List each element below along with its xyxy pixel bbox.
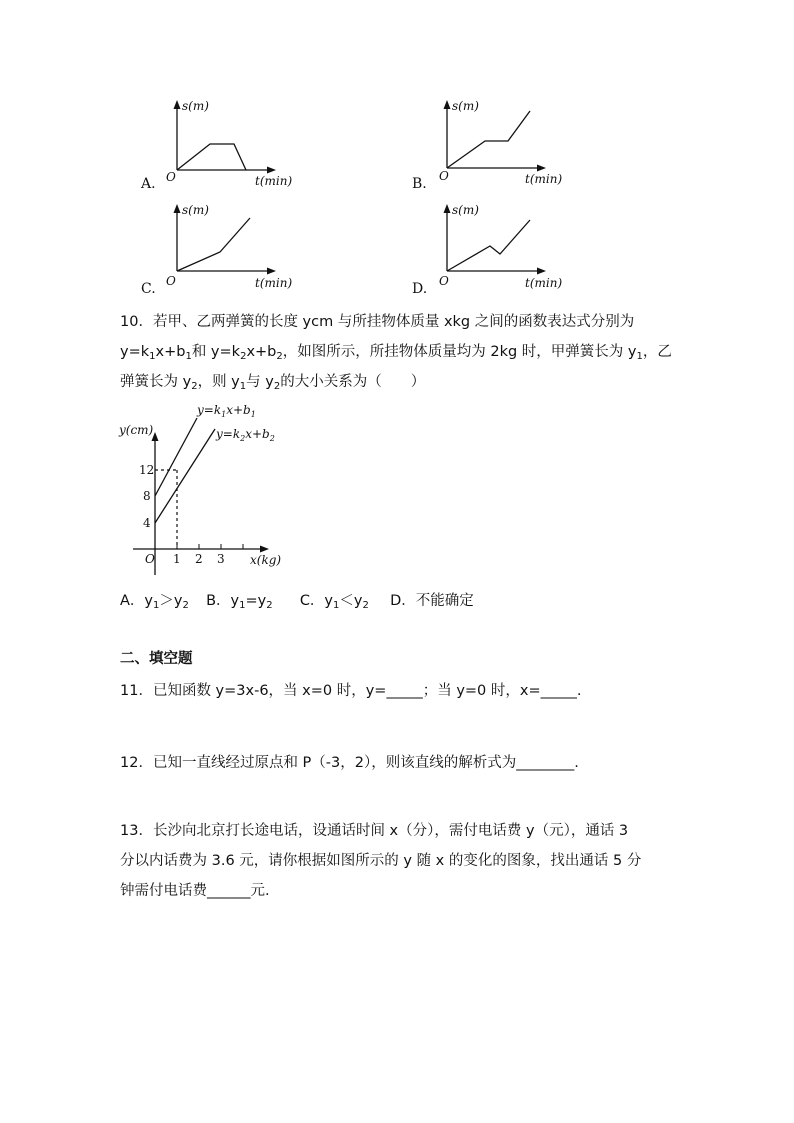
graph-d-x-label: t(min)	[525, 276, 563, 290]
option-b-label: B.	[412, 176, 427, 192]
option-c-label: C.	[141, 281, 156, 297]
q10-option-a: A．$y_1>y_2$	[120, 593, 189, 611]
graph-b-x-label: t(min)	[525, 172, 563, 186]
q13-line-1: 13．长沙向北京打长途电话，设通话时间 x（分），需付电话费 y（元），通话 3	[120, 823, 629, 839]
q10-y-axis-label: y(cm)	[119, 423, 154, 437]
graph-option-b	[430, 96, 570, 188]
graph-d-origin: O	[439, 274, 449, 288]
q10-options	[120, 591, 474, 616]
q10-graph	[115, 400, 295, 580]
q10-x-tick-1: 1	[173, 552, 181, 566]
graph-a-y-label: s(m)	[182, 99, 209, 113]
graph-b-y-label: s(m)	[452, 99, 479, 113]
graph-d-path	[447, 220, 530, 271]
q11-text: 11．已知函数 y=3x-6，当 x=0 时，y=_____；当 y=0 时，x=_____.	[120, 683, 582, 699]
graph-d-y-label: s(m)	[452, 203, 479, 217]
section-title: 二、填空题	[120, 651, 193, 667]
q10-line-1: 10．若甲、乙两弹簧的长度 ycm 与所挂物体质量 xkg 之间的函数表达式分别为	[120, 314, 635, 330]
graph-b-origin: O	[439, 169, 449, 183]
q13-line-3: 钟需付电话费______元.	[120, 883, 270, 899]
graph-option-a	[160, 96, 293, 188]
graph-c-origin: O	[166, 274, 176, 288]
q10-y-tick-8: 8	[143, 489, 151, 503]
q10-y-tick-12: 12	[139, 463, 155, 477]
q10-option-b: B．$y_1=y_2$	[206, 593, 273, 611]
graph-option-d	[430, 200, 570, 292]
q10-y-tick-4: 4	[143, 516, 151, 530]
q10-line2-label: $y=k_2x+b_2$	[216, 427, 275, 443]
q12-text: 12．已知一直线经过原点和 P（-3，2），则该直线的解析式为________.	[120, 755, 579, 771]
option-a-label: A.	[141, 176, 156, 192]
graph-option-c	[160, 200, 300, 292]
q10-origin: O	[145, 552, 155, 566]
q10-x-tick-2: 2	[195, 552, 203, 566]
graph-c-x-label: t(min)	[255, 276, 293, 290]
graph-a-origin: O	[166, 170, 176, 184]
q10-line-3: 弹簧长为 $y_2$，则 $y_1$与 $y_2$的大小关系为（ ）	[120, 374, 426, 392]
graph-c-path	[177, 218, 250, 271]
q10-option-d: D．不能确定	[390, 593, 474, 609]
graph-c-y-label: s(m)	[182, 203, 209, 217]
q10-line1-label: $y=k_1x+b_1$	[197, 403, 256, 419]
q10-x-tick-3: 3	[217, 552, 225, 566]
q10-x-axis-label: x(kg)	[250, 553, 282, 567]
q10-line-2: $y=k_1x+b_1$和 $y=k_2x+b_2$，如图所示，所挂物体质量均为 2kg 时，甲弹簧长为 $y_1$，乙	[120, 344, 672, 362]
graph-b-path	[447, 111, 530, 168]
q10-option-c: C．$y_1<y_2$	[299, 593, 369, 611]
q13-line-2: 分以内话费为 3.6 元，请你根据如图所示的 y 随 x 的变化的图象，找出通话 5 分	[120, 853, 642, 869]
q10-line-y1	[155, 418, 197, 496]
graph-a-x-label: t(min)	[255, 174, 293, 188]
option-d-label: D.	[412, 281, 428, 297]
graph-a-path	[177, 144, 246, 170]
q10-line-y2	[155, 429, 215, 523]
